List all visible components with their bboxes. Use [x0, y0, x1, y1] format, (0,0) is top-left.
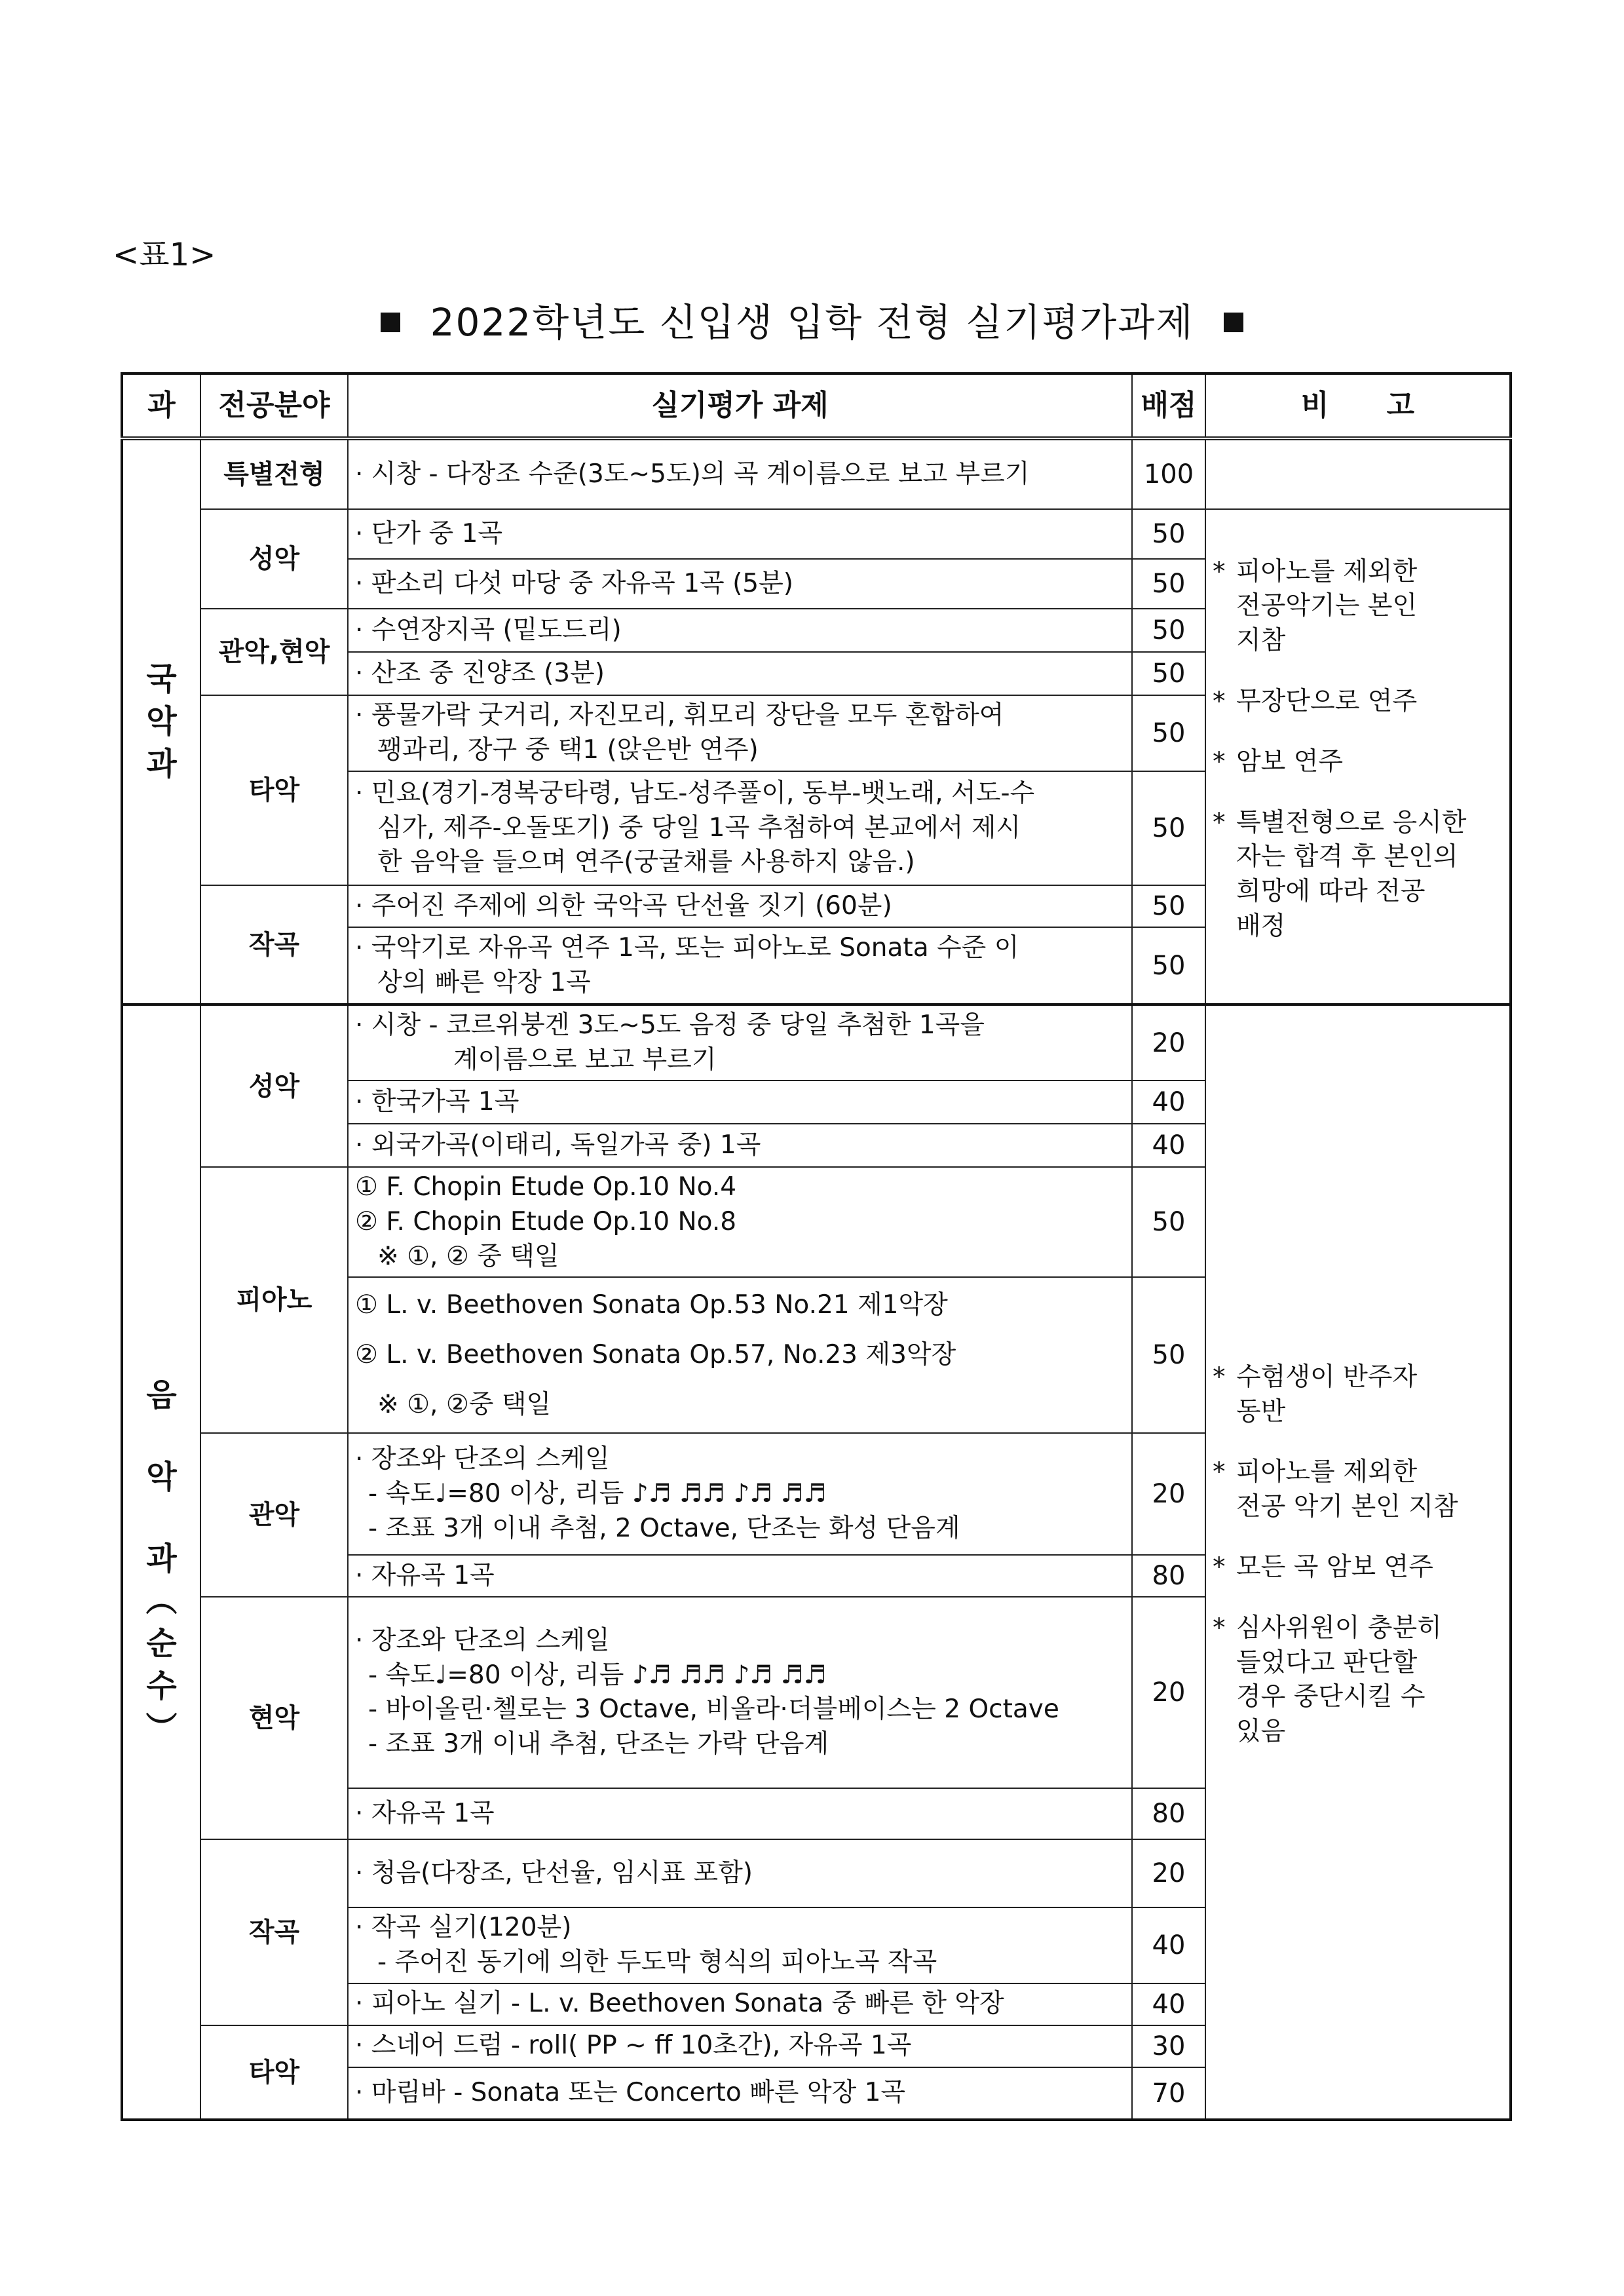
field-comp: 작곡 — [200, 885, 348, 1004]
score-cell: 20 — [1132, 1433, 1205, 1555]
note-item: * 특별전형으로 응시한 자는 합격 후 본인의 희망에 따라 전공 배정 — [1213, 807, 1467, 941]
note-item: * 피아노를 제외한 전공 악기 본인 지참 — [1213, 1457, 1458, 1521]
task-cell: · 마림바 - Sonata 또는 Concerto 빠른 악장 1곡 — [348, 2067, 1132, 2120]
task-cell: · 시창 - 다장조 수준(3도~5도)의 곡 계이름으로 보고 부르기 — [348, 438, 1132, 509]
score-cell: 70 — [1132, 2067, 1205, 2120]
score-cell: 80 — [1132, 1555, 1205, 1597]
table-row — [122, 438, 1511, 509]
dept-music: 음 악 과 ︵ 순 수 ︶ — [122, 1004, 200, 2120]
header-task: 실기평가 과제 — [348, 373, 1132, 438]
task-cell: · 민요(경기-경복궁타령, 남도-성주풀이, 동부-뱃노래, 서도-수 심가, 제주-오돌또기) 중 당일 1곡 추첨하여 본교에서 제시 한 음악을 들으며 연주(궁굴채를 사용하지 않음.) — [348, 771, 1132, 885]
field-comp: 작곡 — [200, 1839, 348, 2025]
header-note: 비 고 — [1205, 373, 1511, 438]
field-special: 특별전형 — [200, 438, 348, 509]
task-cell: · 장조와 단조의 스케일 - 속도♩=80 이상, 리듬 ♪♬ ♬♬ ♪♬ ♬♬ - 조표 3개 이내 추첨, 2 Octave, 단조는 화성 단음계 — [348, 1433, 1132, 1555]
note-item: * 암보 연주 — [1213, 747, 1344, 777]
gugak-notes — [1205, 509, 1511, 1004]
task-cell: · 스네어 드럼 - roll( PP ~ ff 10초간), 자유곡 1곡 — [348, 2025, 1132, 2067]
note-item: * 무장단으로 연주 — [1213, 686, 1418, 716]
task-cell: · 한국가곡 1곡 — [348, 1081, 1132, 1124]
task-cell: · 단가 중 1곡 — [348, 509, 1132, 559]
field-perc: 타악 — [200, 695, 348, 885]
task-cell: · 자유곡 1곡 — [348, 1788, 1132, 1839]
note-empty — [1205, 438, 1511, 509]
field-piano: 피아노 — [200, 1167, 348, 1433]
task-cell: · 시창 - 코르위붕겐 3도~5도 음정 중 당일 추첨한 1곡을 계이름으로 보고 부르기 — [348, 1004, 1132, 1081]
field-brass: 관악 — [200, 1433, 348, 1597]
evaluation-table — [121, 372, 1512, 2121]
field-strings: 관악,현악 — [200, 609, 348, 695]
score-cell: 20 — [1132, 1004, 1205, 1081]
note-item: * 모든 곡 암보 연주 — [1213, 1552, 1433, 1582]
header-row — [122, 373, 1511, 438]
task-cell: · 장조와 단조의 스케일 - 속도♩=80 이상, 리듬 ♪♬ ♬♬ ♪♬ ♬♬ - 바이올린·첼로는 3 Octave, 비올라·더블베이스는 2 Octave - 조표 3개 이내 추첨, 단조는 가락 단음계 — [348, 1597, 1132, 1788]
note-item: * 피아노를 제외한 전공악기는 본인 지참 — [1213, 556, 1418, 655]
score-cell: 30 — [1132, 2025, 1205, 2067]
task-cell: · 피아노 실기 - L. v. Beethoven Sonata 중 빠른 한 악장 — [348, 1983, 1132, 2025]
score-cell: 50 — [1132, 771, 1205, 885]
task-cell: ① L. v. Beethoven Sonata Op.53 No.21 제1악장 ② L. v. Beethoven Sonata Op.57, No.23 제3악장 ※ ①, ②중 택일 — [348, 1277, 1132, 1433]
header-dept: 과 — [122, 373, 200, 438]
page-title — [0, 292, 1624, 347]
task-cell: · 판소리 다섯 마당 중 자유곡 1곡 (5분) — [348, 559, 1132, 609]
music-notes — [1205, 1004, 1511, 2120]
task-cell: · 국악기로 자유곡 연주 1곡, 또는 피아노로 Sonata 수준 이 상의 빠른 악장 1곡 — [348, 927, 1132, 1004]
square-bullet-icon — [1224, 313, 1243, 332]
score-cell: 50 — [1132, 609, 1205, 652]
score-cell: 50 — [1132, 1167, 1205, 1277]
task-cell: ① F. Chopin Etude Op.10 No.4 ② F. Chopin Etude Op.10 No.8 ※ ①, ② 중 택일 — [348, 1167, 1132, 1277]
field-vocal: 성악 — [200, 1004, 348, 1167]
task-cell: · 수연장지곡 (밑도드리) — [348, 609, 1132, 652]
table-label: <표1> — [113, 237, 216, 273]
score-cell: 40 — [1132, 1983, 1205, 2025]
score-cell: 80 — [1132, 1788, 1205, 1839]
score-cell: 50 — [1132, 559, 1205, 609]
note-item: * 심사위원이 충분히 들었다고 판단할 경우 중단시킬 수 있음 — [1213, 1613, 1442, 1747]
task-cell: · 작곡 실기(120분) - 주어진 동기에 의한 두도막 형식의 피아노곡 작곡 — [348, 1907, 1132, 1983]
table-row — [122, 1004, 1511, 1081]
field-perc: 타악 — [200, 2025, 348, 2120]
score-cell: 50 — [1132, 652, 1205, 695]
task-cell: · 청음(다장조, 단선율, 임시표 포함) — [348, 1839, 1132, 1907]
task-cell: · 산조 중 진양조 (3분) — [348, 652, 1132, 695]
note-item: * 수험생이 반주자 동반 — [1213, 1362, 1418, 1426]
score-cell: 20 — [1132, 1597, 1205, 1788]
score-cell: 40 — [1132, 1081, 1205, 1124]
header-field: 전공분야 — [200, 373, 348, 438]
dept-gugak: 국 악 과 — [122, 438, 200, 1004]
score-cell: 50 — [1132, 927, 1205, 1004]
score-cell: 50 — [1132, 695, 1205, 771]
table-row — [122, 509, 1511, 559]
score-cell: 50 — [1132, 1277, 1205, 1433]
score-cell: 50 — [1132, 885, 1205, 927]
title-text: 2022학년도 신입생 입학 전형 실기평가과제 — [430, 300, 1194, 345]
score-cell: 20 — [1132, 1839, 1205, 1907]
score-cell: 100 — [1132, 438, 1205, 509]
score-cell: 40 — [1132, 1907, 1205, 1983]
task-cell: · 주어진 주제에 의한 국악곡 단선율 짓기 (60분) — [348, 885, 1132, 927]
field-strings: 현악 — [200, 1597, 348, 1839]
field-vocal: 성악 — [200, 509, 348, 609]
task-cell: · 풍물가락 굿거리, 자진모리, 휘모리 장단을 모두 혼합하여 꽹과리, 장구 중 택1 (앉은반 연주) — [348, 695, 1132, 771]
task-cell: · 자유곡 1곡 — [348, 1555, 1132, 1597]
header-score: 배점 — [1132, 373, 1205, 438]
score-cell: 50 — [1132, 509, 1205, 559]
square-bullet-icon — [381, 313, 400, 332]
task-cell: · 외국가곡(이태리, 독일가곡 중) 1곡 — [348, 1124, 1132, 1167]
score-cell: 40 — [1132, 1124, 1205, 1167]
